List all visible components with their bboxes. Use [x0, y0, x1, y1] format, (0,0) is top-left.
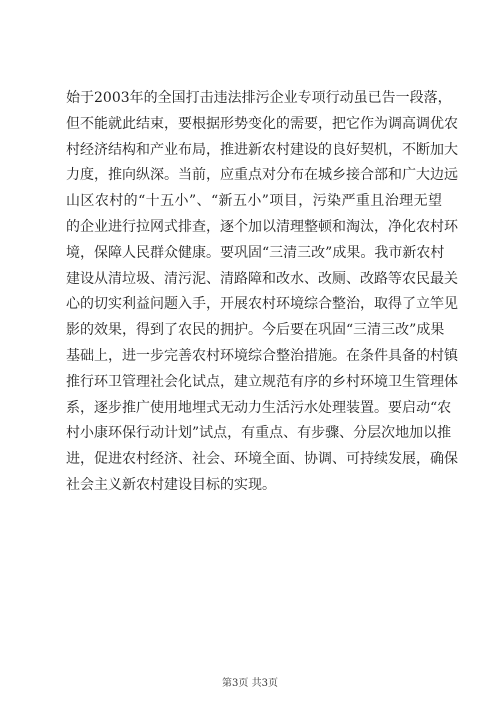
paragraph-line: 推行环卫管理社会化试点，建立规范有序的乡村环境卫生管理体 [66, 373, 458, 390]
paragraph-line: 影的效果，得到了农民的拥护。今后要在巩固“三清三改”成果 [66, 322, 445, 339]
paragraph-line: 境，保障人民群众健康。要巩固“三清三改”成果。我市新农村 [66, 244, 445, 261]
paragraph-line: 村小康环保行动计划”试点，有重点、有步骤、分层次地加以推 [66, 425, 452, 442]
paragraph-line: 力度，推向纵深。当前，应重点对分布在城乡接合部和广大边远 [66, 167, 458, 184]
paragraph-line: 建设从清垃圾、清污泥、清路障和改水、改厕、改路等农民最关 [66, 270, 458, 287]
paragraph-line: 进，促进农村经济、社会、环境全面、协调、可持续发展，确保 [66, 451, 458, 468]
paragraph-line: 始于2003年的全国打击违法排污企业专项行动虽已告一段落， [66, 90, 452, 106]
paragraph-line: 但不能就此结束，要根据形势变化的需要，把它作为调高调优农 [66, 115, 458, 132]
paragraph-line: 村经济结构和产业布局，推进新农村建设的良好契机，不断加大 [66, 141, 458, 158]
paragraph-line: 心的切实利益问题入手，开展农村环境综合整治，取得了立竿见 [66, 296, 458, 313]
paragraph-line: 系，逐步推广使用地埋式无动力生活污水处理装置。要启动“农 [66, 399, 452, 416]
page-number-footer: 第3页 共3页 [222, 678, 278, 689]
paragraph-line: 社会主义新农村建设目标的实现。 [66, 476, 276, 493]
paragraph-line: 山区农村的“十五小”、“新五小”项目，污染严重且治理无望 [66, 193, 442, 210]
paragraph-line: 的企业进行拉网式排查，逐个加以清理整顿和淘汰，净化农村环 [66, 218, 458, 235]
body-paragraph [66, 86, 458, 499]
paragraph-line: 基础上，进一步完善农村环境综合整治措施。在条件具备的村镇 [66, 347, 458, 364]
